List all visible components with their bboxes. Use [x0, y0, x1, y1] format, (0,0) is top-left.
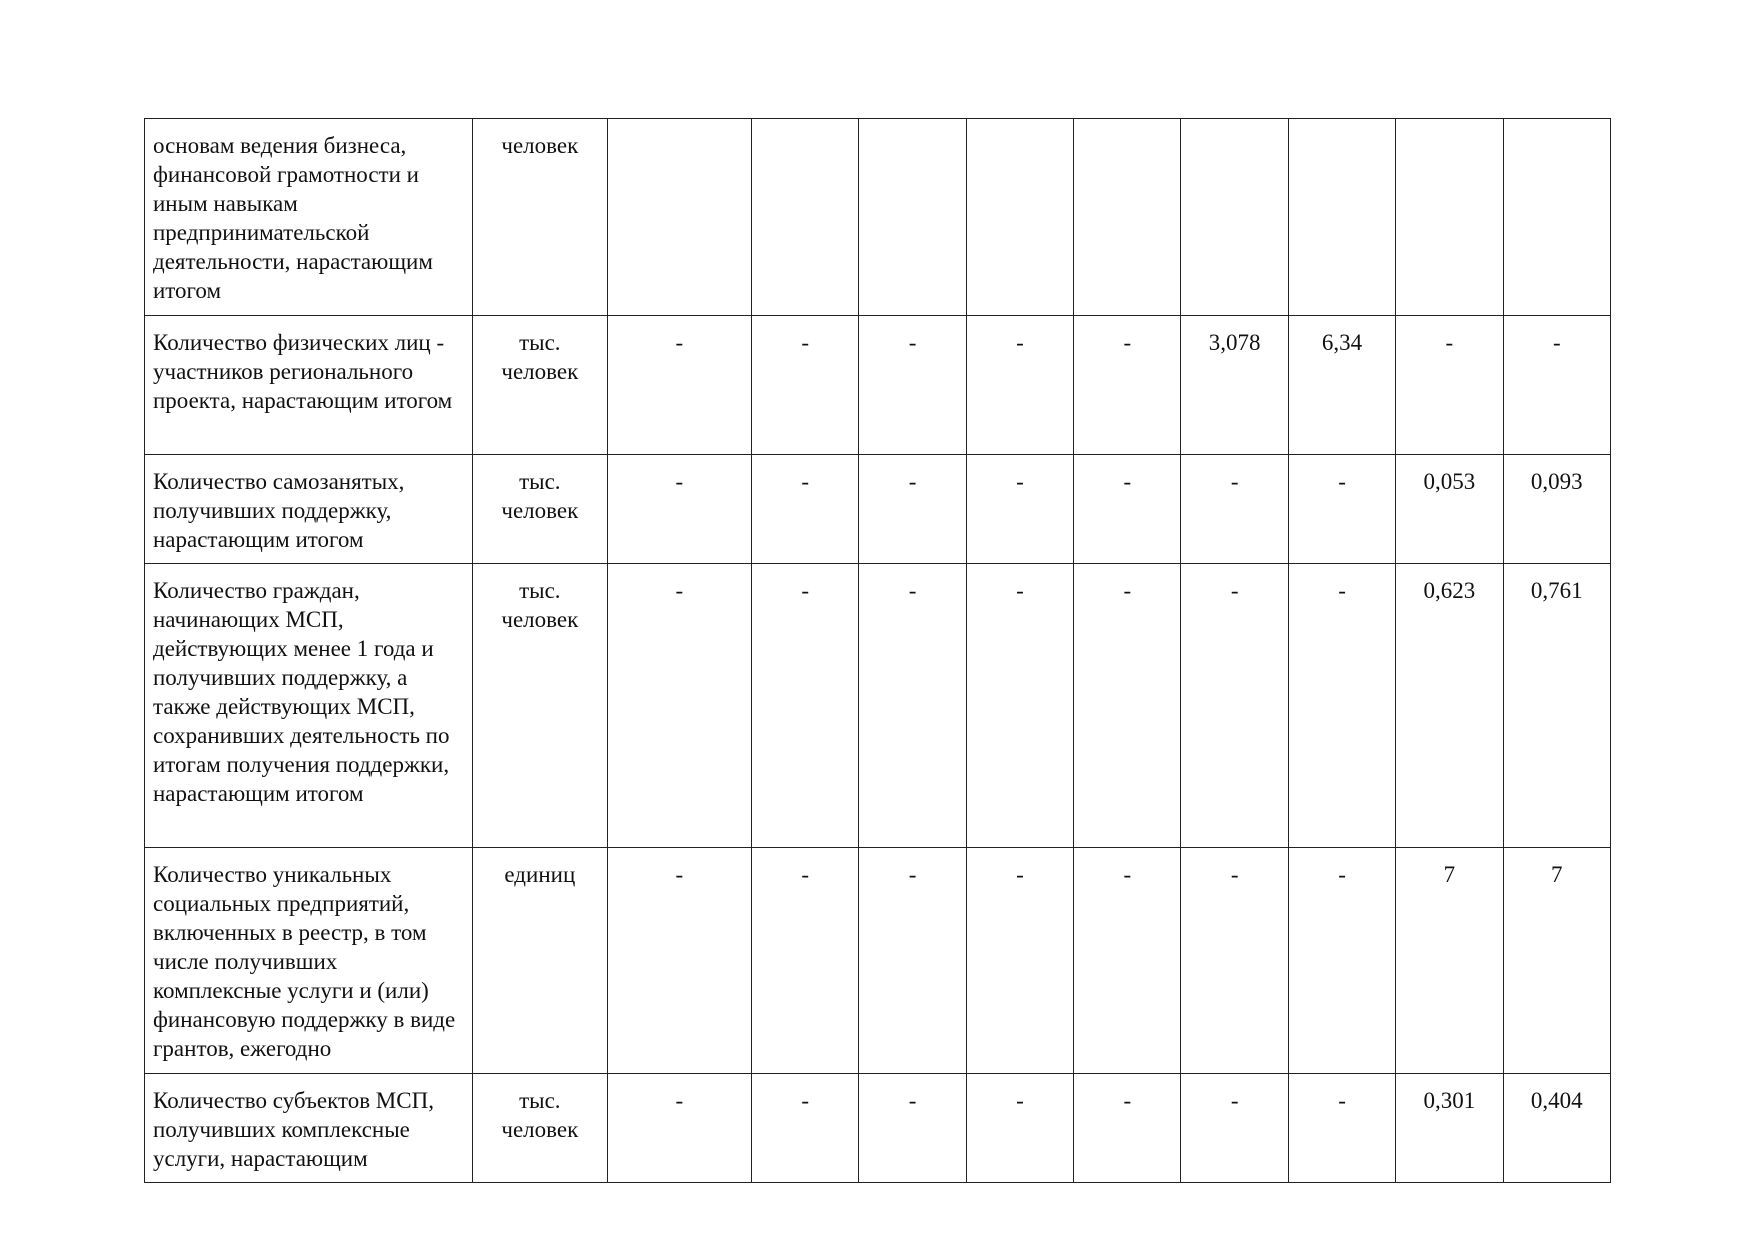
indicator-name-cell: Количество субъектов МСП, получивших комплексные услуги, нарастающим	[145, 1074, 473, 1183]
value-cell	[1503, 119, 1610, 316]
value-cell: -	[1396, 316, 1503, 455]
value-cell	[1181, 119, 1288, 316]
value-cell: -	[607, 564, 751, 848]
value-cell: -	[752, 455, 859, 564]
table-row	[145, 119, 1611, 316]
table-row	[145, 316, 1611, 455]
value-cell	[1396, 119, 1503, 316]
value-cell: 6,34	[1288, 316, 1395, 455]
value-cell: -	[966, 455, 1073, 564]
value-cell: -	[1503, 316, 1610, 455]
value-cell: -	[752, 848, 859, 1074]
value-cell: -	[607, 316, 751, 455]
value-cell: 0,404	[1503, 1074, 1610, 1183]
value-cell: -	[1288, 455, 1395, 564]
indicator-name-cell: Количество уникальных социальных предприятий, включенных в реестр, в том числе получивших комплексные услуги и (или) финансовую поддержку в виде грантов, ежегодно	[145, 848, 473, 1074]
value-cell: -	[1181, 455, 1288, 564]
table-row	[145, 848, 1611, 1074]
value-cell: 7	[1396, 848, 1503, 1074]
value-cell: -	[1074, 316, 1181, 455]
value-cell: -	[966, 1074, 1073, 1183]
unit-cell: единиц	[473, 848, 607, 1074]
indicator-name-cell: Количество граждан, начинающих МСП, действующих менее 1 года и получивших поддержку, а также действующих МСП, сохранивших деятельность по итогам получения поддержки, нарастающим итогом	[145, 564, 473, 848]
value-cell: -	[1181, 1074, 1288, 1183]
table-row	[145, 1074, 1611, 1183]
value-cell: 0,623	[1396, 564, 1503, 848]
indicator-name-cell: Количество физических лиц - участников регионального проекта, нарастающим итогом	[145, 316, 473, 455]
value-cell: -	[859, 564, 966, 848]
value-cell: -	[607, 848, 751, 1074]
unit-cell: тыс. человек	[473, 316, 607, 455]
value-cell: -	[966, 316, 1073, 455]
indicator-name-cell: основам ведения бизнеса, финансовой грамотности и иным навыкам предпринимательской деятельности, нарастающим итогом	[145, 119, 473, 316]
value-cell: -	[1181, 564, 1288, 848]
value-cell: -	[966, 848, 1073, 1074]
value-cell: 7	[1503, 848, 1610, 1074]
value-cell: -	[1074, 455, 1181, 564]
value-cell: -	[966, 564, 1073, 848]
value-cell: -	[752, 316, 859, 455]
value-cell: 0,053	[1396, 455, 1503, 564]
value-cell	[966, 119, 1073, 316]
unit-cell: тыс. человек	[473, 1074, 607, 1183]
value-cell: -	[752, 1074, 859, 1183]
value-cell: -	[752, 564, 859, 848]
value-cell: 0,761	[1503, 564, 1610, 848]
value-cell: 0,093	[1503, 455, 1610, 564]
value-cell: -	[1288, 564, 1395, 848]
value-cell: -	[859, 455, 966, 564]
value-cell: 3,078	[1181, 316, 1288, 455]
value-cell: -	[1181, 848, 1288, 1074]
value-cell: -	[1288, 1074, 1395, 1183]
value-cell: -	[607, 1074, 751, 1183]
unit-cell: тыс. человек	[473, 564, 607, 848]
value-cell	[607, 119, 751, 316]
indicator-name-cell: Количество самозанятых, получивших поддержку, нарастающим итогом	[145, 455, 473, 564]
value-cell: 0,301	[1396, 1074, 1503, 1183]
value-cell	[1288, 119, 1395, 316]
value-cell	[1074, 119, 1181, 316]
table-row	[145, 564, 1611, 848]
value-cell: -	[859, 316, 966, 455]
value-cell: -	[607, 455, 751, 564]
indicators-table	[144, 118, 1611, 1183]
value-cell: -	[859, 848, 966, 1074]
value-cell	[859, 119, 966, 316]
table-row	[145, 455, 1611, 564]
unit-cell: человек	[473, 119, 607, 316]
value-cell: -	[1074, 848, 1181, 1074]
value-cell: -	[859, 1074, 966, 1183]
value-cell	[752, 119, 859, 316]
unit-cell: тыс. человек	[473, 455, 607, 564]
value-cell: -	[1074, 1074, 1181, 1183]
value-cell: -	[1288, 848, 1395, 1074]
value-cell: -	[1074, 564, 1181, 848]
